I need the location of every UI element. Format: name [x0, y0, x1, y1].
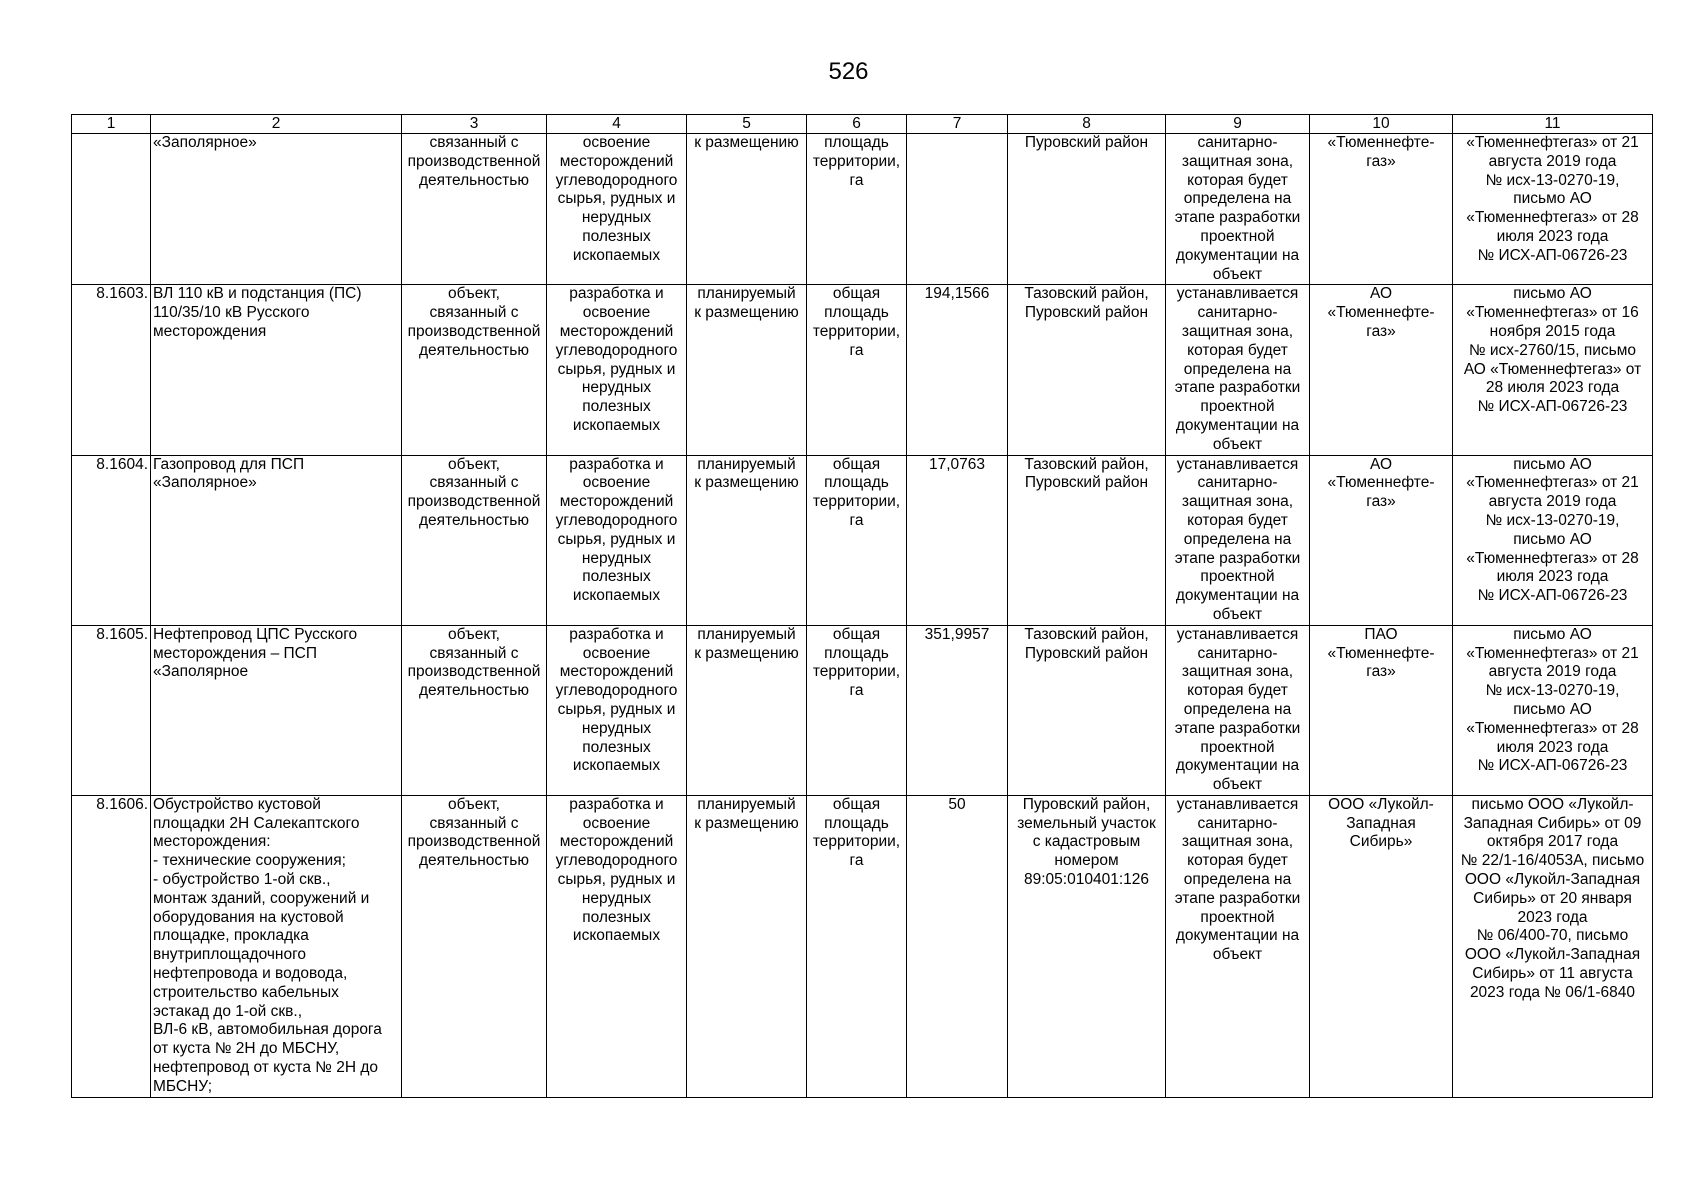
object-owner: АО «Тюменнефте- газ»: [1310, 285, 1453, 455]
object-type: объект, связанный с производственной деятельностью: [402, 795, 547, 1097]
object-owner: АО «Тюменнефте- газ»: [1310, 455, 1453, 625]
object-location: Тазовский район, Пуровский район: [1008, 625, 1166, 795]
object-status: планируемый к размещению: [687, 285, 807, 455]
object-status: планируемый к размещению: [687, 455, 807, 625]
object-characteristic: общая площадь территории, га: [807, 625, 907, 795]
object-characteristic: общая площадь территории, га: [807, 285, 907, 455]
header-cell: 9: [1166, 115, 1310, 134]
object-name: «Заполярное»: [151, 134, 402, 285]
object-zone: устанавливается санитарно- защитная зона, которая будет определена на этапе разработки проектной документации на объект: [1166, 795, 1310, 1097]
object-purpose: разработка и освоение месторождений углеводородного сырья, рудных и нерудных полезных ископаемых: [547, 285, 687, 455]
header-cell: 1: [72, 115, 151, 134]
header-cell: 7: [907, 115, 1008, 134]
header-cell: 4: [547, 115, 687, 134]
object-purpose: освоение месторождений углеводородного сырья, рудных и нерудных полезных ископаемых: [547, 134, 687, 285]
object-name: Газопровод для ПСП «Заполярное»: [151, 455, 402, 625]
header-cell: 6: [807, 115, 907, 134]
header-cell: 2: [151, 115, 402, 134]
object-location: Пуровский район: [1008, 134, 1166, 285]
object-characteristic: общая площадь территории, га: [807, 455, 907, 625]
object-status: планируемый к размещению: [687, 795, 807, 1097]
object-owner: ПАО «Тюменнефте- газ»: [1310, 625, 1453, 795]
row-number: [72, 134, 151, 285]
object-purpose: разработка и освоение месторождений углеводородного сырья, рудных и нерудных полезных ископаемых: [547, 455, 687, 625]
row-number: 8.1604.: [72, 455, 151, 625]
object-basis: письмо АО «Тюменнефтегаз» от 21 августа 2019 года № исх-13-0270-19, письмо АО «Тюменнефтегаз» от 28 июля 2023 года № ИСХ-АП-06726-23: [1453, 625, 1653, 795]
header-cell: 3: [402, 115, 547, 134]
object-purpose: разработка и освоение месторождений углеводородного сырья, рудных и нерудных полезных ископаемых: [547, 795, 687, 1097]
object-characteristic: общая площадь территории, га: [807, 795, 907, 1097]
row-number: 8.1606.: [72, 795, 151, 1097]
object-basis: письмо ООО «Лукойл- Западная Сибирь» от 09 октября 2017 года № 22/1-16/4053А, письмо ООО «Лукойл-Западная Сибирь» от 20 января 2023 года № 06/400-70, письмо ООО «Лукойл-Западная Сибирь» от 11 августа 2023 года № 06/1-6840: [1453, 795, 1653, 1097]
object-zone: санитарно- защитная зона, которая будет определена на этапе разработки проектной документации на объект: [1166, 134, 1310, 285]
object-value: 194,1566: [907, 285, 1008, 455]
page-number: 526: [828, 58, 869, 85]
object-characteristic: площадь территории, га: [807, 134, 907, 285]
object-zone: устанавливается санитарно- защитная зона, которая будет определена на этапе разработки проектной документации на объект: [1166, 455, 1310, 625]
object-zone: устанавливается санитарно- защитная зона, которая будет определена на этапе разработки проектной документации на объект: [1166, 625, 1310, 795]
object-status: планируемый к размещению: [687, 625, 807, 795]
header-row: [72, 115, 1653, 134]
object-name: Обустройство кустовой площадки 2Н Салекаптского месторождения: - технические сооружения; - обустройство 1-ой скв., монтаж зданий, сооружений и оборудования на кустовой площадке, прокладка внутриплощадочного нефтепровода и водовода, строительство кабельных эстакад до 1-ой скв., ВЛ-6 кВ, автомобильная дорога от куста № 2Н до МБСНУ, нефтепровод от куста № 2Н до МБСНУ;: [151, 795, 402, 1097]
table-row: [72, 455, 1653, 625]
table-row: [72, 795, 1653, 1097]
table-row: [72, 625, 1653, 795]
object-name: Нефтепровод ЦПС Русского месторождения – ПСП «Заполярное: [151, 625, 402, 795]
object-value: 351,9957: [907, 625, 1008, 795]
object-value: 17,0763: [907, 455, 1008, 625]
table-row: [72, 134, 1653, 285]
object-status: к размещению: [687, 134, 807, 285]
object-type: объект, связанный с производственной деятельностью: [402, 285, 547, 455]
object-value: 50: [907, 795, 1008, 1097]
objects-table: [71, 114, 1653, 1098]
object-location: Тазовский район, Пуровский район: [1008, 455, 1166, 625]
object-type: объект, связанный с производственной деятельностью: [402, 625, 547, 795]
object-purpose: разработка и освоение месторождений углеводородного сырья, рудных и нерудных полезных ископаемых: [547, 625, 687, 795]
object-location: Пуровский район, земельный участок с кадастровым номером 89:05:010401:126: [1008, 795, 1166, 1097]
header-cell: 5: [687, 115, 807, 134]
object-zone: устанавливается санитарно- защитная зона, которая будет определена на этапе разработки проектной документации на объект: [1166, 285, 1310, 455]
object-location: Тазовский район, Пуровский район: [1008, 285, 1166, 455]
object-value: [907, 134, 1008, 285]
object-owner: «Тюменнефте- газ»: [1310, 134, 1453, 285]
header-cell: 10: [1310, 115, 1453, 134]
object-type: объект, связанный с производственной деятельностью: [402, 455, 547, 625]
table-row: [72, 285, 1653, 455]
object-name: ВЛ 110 кВ и подстанция (ПС) 110/35/10 кВ Русского месторождения: [151, 285, 402, 455]
object-basis: «Тюменнефтегаз» от 21 августа 2019 года № исх-13-0270-19, письмо АО «Тюменнефтегаз» от 28 июля 2023 года № ИСХ-АП-06726-23: [1453, 134, 1653, 285]
header-cell: 8: [1008, 115, 1166, 134]
object-type: связанный с производственной деятельностью: [402, 134, 547, 285]
row-number: 8.1603.: [72, 285, 151, 455]
header-cell: 11: [1453, 115, 1653, 134]
row-number: 8.1605.: [72, 625, 151, 795]
object-basis: письмо АО «Тюменнефтегаз» от 16 ноября 2015 года № исх-2760/15, письмо АО «Тюменнефтегаз» от 28 июля 2023 года № ИСХ-АП-06726-23: [1453, 285, 1653, 455]
object-owner: ООО «Лукойл- Западная Сибирь»: [1310, 795, 1453, 1097]
object-basis: письмо АО «Тюменнефтегаз» от 21 августа 2019 года № исх-13-0270-19, письмо АО «Тюменнефтегаз» от 28 июля 2023 года № ИСХ-АП-06726-23: [1453, 455, 1653, 625]
